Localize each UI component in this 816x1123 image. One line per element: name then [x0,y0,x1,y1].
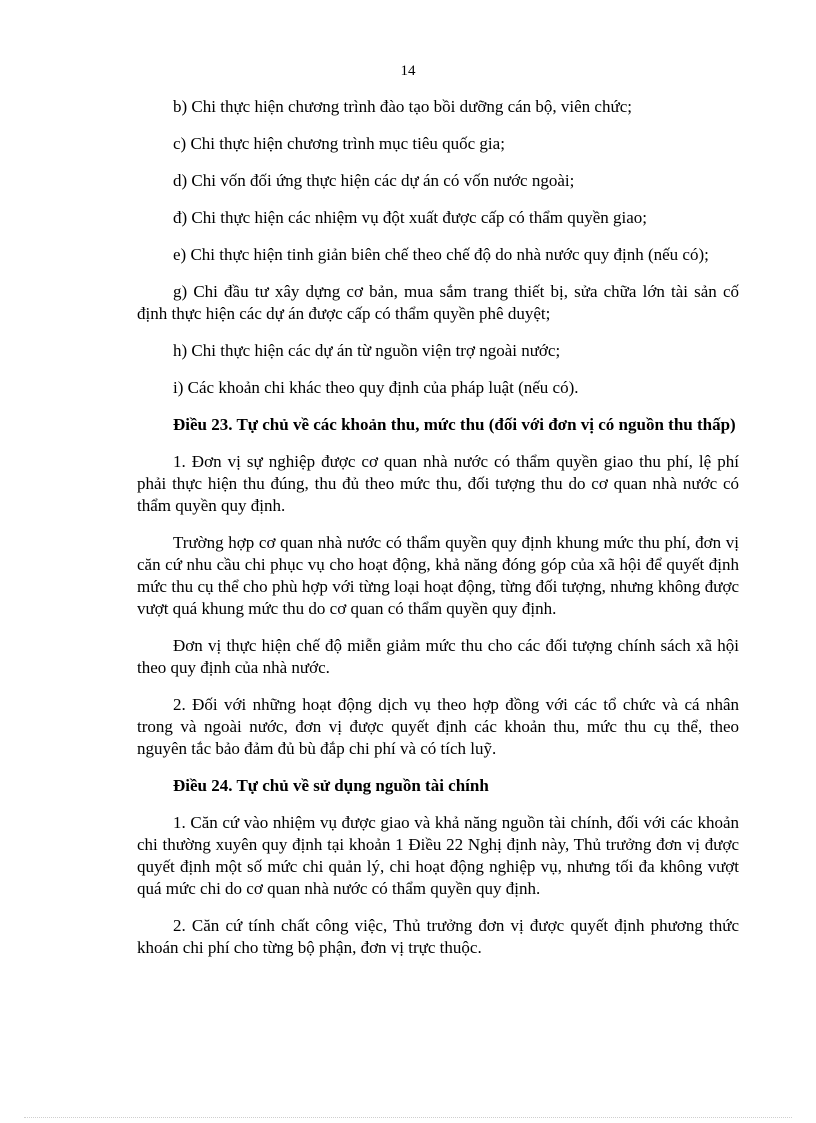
article-23-clause-2: 2. Đối với những hoạt động dịch vụ theo hợp đồng với các tổ chức và cá nhân trong và ngoài nước, đơn vị được quyết định các khoản thu, mức thu cụ thể, theo nguyên tắc bảo đảm đủ bù đắp chi phí và có tích luỹ. [137,695,739,758]
list-item-g: g) Chi đầu tư xây dựng cơ bản, mua sắm trang thiết bị, sửa chữa lớn tài sản cố định thực hiện các dự án được cấp có thẩm quyền phê duyệt; [137,282,739,323]
page-number: 14 [400,63,416,79]
page-bottom-divider [24,1117,792,1118]
list-item-d: d) Chi vốn đối ứng thực hiện các dự án có vốn nước ngoài; [173,171,575,190]
document-body [137,96,739,974]
article-23-fee-range-paragraph: Trường hợp cơ quan nhà nước có thẩm quyền quy định khung mức thu phí, đơn vị căn cứ nhu cầu chi phục vụ cho hoạt động, khả năng đóng góp của xã hội để quyết định mức thu cụ thể cho phù hợp với từng loại hoạt động, từng đối tượng, nhưng không được vượt quá khung mức thu do cơ quan có thẩm quyền quy định. [137,533,739,618]
list-item-i: i) Các khoản chi khác theo quy định của pháp luật (nếu có). [173,378,579,397]
article-24-clause-1: 1. Căn cứ vào nhiệm vụ được giao và khả năng nguồn tài chính, đối với các khoản chi thường xuyên quy định tại khoản 1 Điều 22 Nghị định này, Thủ trưởng đơn vị được quyết định một số mức chi quản lý, chi hoạt động nghiệp vụ, nhưng tối đa không vượt quá mức chi do cơ quan nhà nước có thẩm quyền quy định. [137,813,739,898]
list-item-b: b) Chi thực hiện chương trình đào tạo bồi dưỡng cán bộ, viên chức; [173,97,632,116]
article-23-heading: Điều 23. Tự chủ về các khoản thu, mức thu (đối với đơn vị có nguồn thu thấp) [173,415,736,434]
article-24-clause-2: 2. Căn cứ tính chất công việc, Thủ trưởng đơn vị được quyết định phương thức khoán chi phí cho từng bộ phận, đơn vị trực thuộc. [137,916,739,957]
article-23-exemption-paragraph: Đơn vị thực hiện chế độ miễn giảm mức thu cho các đối tượng chính sách xã hội theo quy định của nhà nước. [137,636,739,677]
article-24-heading: Điều 24. Tự chủ về sử dụng nguồn tài chính [173,776,489,795]
list-item-dd: đ) Chi thực hiện các nhiệm vụ đột xuất được cấp có thẩm quyền giao; [173,208,648,227]
list-item-c: c) Chi thực hiện chương trình mục tiêu quốc gia; [173,134,505,153]
list-item-h: h) Chi thực hiện các dự án từ nguồn viện trợ ngoài nước; [173,341,561,360]
list-item-e: e) Chi thực hiện tinh giản biên chế theo chế độ do nhà nước quy định (nếu có); [173,245,709,264]
article-23-clause-1: 1. Đơn vị sự nghiệp được cơ quan nhà nước có thẩm quyền giao thu phí, lệ phí phải thực hiện thu đúng, thu đủ theo mức thu, đối tượng thu do cơ quan nhà nước có thẩm quyền quy định. [137,452,739,515]
